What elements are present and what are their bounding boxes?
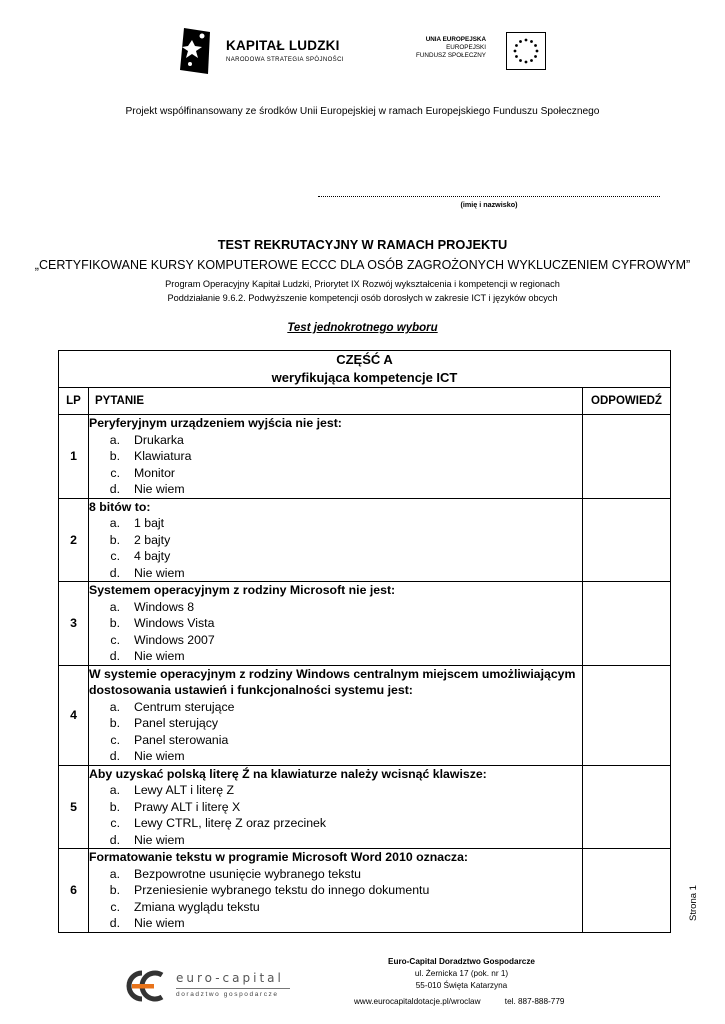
column-header-row	[59, 388, 671, 415]
option-letter: a.	[109, 783, 120, 797]
question-number: 4	[59, 665, 89, 765]
option-text: Bezpowrotne usunięcie wybranego tekstu	[134, 866, 361, 881]
program-line-1: Program Operacyjny Kapitał Ludzki, Priorytet IX Rozwój wykształcenia i kompetencji w regionach	[165, 279, 560, 289]
answer-option	[89, 481, 582, 498]
eu-line-1: UNIA EUROPEJSKA	[425, 36, 486, 43]
test-type-heading: Test jednokrotnego wyboru	[287, 322, 438, 334]
option-letter: d.	[109, 649, 120, 663]
option-text: Windows 2007	[134, 632, 215, 647]
column-header-question: PYTANIE	[89, 388, 583, 415]
option-letter: c.	[110, 549, 120, 563]
answer-cell[interactable]	[583, 665, 671, 765]
option-letter: a.	[109, 699, 120, 714]
eu-line-2: EUROPEJSKI	[446, 44, 486, 52]
option-letter: d.	[109, 482, 120, 496]
answer-cell[interactable]	[583, 765, 671, 849]
option-letter: c.	[110, 899, 120, 914]
option-letter: b.	[109, 449, 120, 463]
footer-company-name: Euro-Capital Doradztwo Gospodarcze	[388, 957, 535, 966]
option-text: Lewy CTRL, literę Z oraz przecinek	[134, 816, 327, 830]
option-text: Drukarka	[134, 432, 184, 447]
answer-option	[89, 899, 582, 916]
question-cell	[89, 765, 583, 849]
part-header	[59, 351, 671, 388]
footer-contact	[354, 997, 564, 1006]
answer-option	[89, 448, 582, 465]
option-letter: b.	[109, 799, 120, 814]
kapital-ludzki-logo	[178, 24, 348, 80]
question-text: Systemem operacyjnym z rodziny Microsoft nie jest:	[89, 583, 396, 597]
option-letter: c.	[110, 732, 120, 747]
answer-option	[89, 465, 582, 482]
question-row	[59, 765, 671, 849]
option-letter: c.	[110, 632, 120, 647]
option-letter: b.	[109, 883, 120, 897]
question-number: 6	[59, 849, 89, 933]
program-line-2: Poddziałanie 9.6.2. Podwyższenie kompetencji osób dorosłych w zakresie ICT i języków obcych	[167, 293, 558, 303]
document-subtitle: „CERTYFIKOWANE KURSY KOMPUTEROWE ECCC DLA OSÓB ZAGROŻONYCH WYKLUCZENIEM CYFROWYM”	[34, 258, 691, 272]
option-letter: a.	[109, 866, 120, 881]
question-cell	[89, 665, 583, 765]
option-text: Nie wiem	[134, 916, 185, 930]
question-row	[59, 498, 671, 582]
name-field-label: (imię i nazwisko)	[460, 200, 518, 209]
answer-option	[89, 432, 582, 449]
option-text: Panel sterowania	[134, 732, 229, 747]
option-text: Windows Vista	[134, 616, 215, 630]
option-text: Zmiana wyglądu tekstu	[134, 899, 260, 914]
option-text: Prawy ALT i literę X	[134, 799, 241, 814]
option-letter: d.	[109, 832, 120, 847]
option-letter: a.	[109, 599, 120, 614]
eu-star	[519, 59, 521, 61]
option-text: Nie wiem	[134, 649, 185, 663]
question-text: Peryferyjnym urządzeniem wyjścia nie jest:	[89, 416, 342, 430]
eu-logo-text	[416, 36, 486, 61]
eu-star	[530, 40, 532, 42]
kapital-ludzki-title: KAPITAŁ LUDZKI	[226, 38, 340, 53]
answer-option	[89, 515, 582, 532]
answer-option	[89, 565, 582, 582]
kapital-ludzki-emblem-icon	[178, 26, 212, 76]
option-letter: d.	[109, 565, 120, 580]
answer-option	[89, 615, 582, 632]
footer-company-info	[340, 956, 583, 993]
question-row	[59, 849, 671, 933]
question-table	[58, 350, 671, 933]
eu-star	[525, 39, 527, 41]
question-number: 2	[59, 498, 89, 582]
option-text: Nie wiem	[134, 832, 185, 847]
euro-capital-divider	[176, 988, 290, 989]
eu-star	[534, 44, 536, 46]
euro-capital-logo	[118, 963, 293, 1009]
eu-star	[536, 50, 538, 52]
answer-option	[89, 732, 582, 749]
question-row	[59, 415, 671, 499]
answer-option	[89, 815, 582, 832]
column-header-lp: LP	[59, 388, 89, 415]
question-text: Aby uzyskać polską literę Ź na klawiaturze należy wcisnąć klawisze:	[89, 766, 487, 781]
part-title: CZĘŚĆ A	[336, 352, 393, 367]
answer-option	[89, 748, 582, 765]
footer-website[interactable]: www.eurocapitaldotacje.pl/wroclaw	[354, 997, 481, 1006]
kapital-ludzki-subtitle: NARODOWA STRATEGIA SPÓJNOŚCI	[226, 57, 344, 63]
part-header-row	[59, 351, 671, 388]
eu-star	[525, 61, 527, 63]
option-text: Lewy ALT i literę Z	[134, 783, 235, 797]
program-description	[0, 277, 725, 305]
answer-option	[89, 715, 582, 732]
answer-option	[89, 532, 582, 549]
question-text: Formatowanie tekstu w programie Microsoft Word 2010 oznacza:	[89, 850, 469, 864]
question-rows	[59, 415, 671, 933]
page-number: Strona 1	[688, 885, 699, 921]
option-text: 4 bajty	[134, 549, 171, 563]
answer-cell[interactable]	[583, 498, 671, 582]
footer-address-2: 55-010 Święta Katarzyna	[415, 981, 508, 991]
answer-option	[89, 832, 582, 849]
eu-star	[534, 55, 536, 57]
eu-star	[515, 55, 517, 57]
option-letter: b.	[109, 716, 120, 730]
option-text: Centrum sterujące	[134, 699, 235, 714]
eu-logo	[408, 32, 546, 72]
eu-star	[519, 40, 521, 42]
column-header-answer: ODPOWIEDŹ	[583, 388, 671, 415]
eu-star	[530, 59, 532, 61]
eu-star	[515, 44, 517, 46]
euro-capital-tagline: doradztwo gospodarcze	[176, 991, 279, 998]
option-text: Nie wiem	[134, 565, 185, 580]
question-number: 1	[59, 415, 89, 499]
eu-star	[514, 50, 516, 52]
answer-cell[interactable]	[583, 415, 671, 499]
name-fill-line[interactable]	[318, 196, 660, 197]
question-row	[59, 582, 671, 666]
question-row	[59, 665, 671, 765]
option-text: Klawiatura	[134, 449, 192, 463]
answer-option	[89, 648, 582, 665]
option-text: Monitor	[134, 465, 176, 480]
option-letter: b.	[109, 532, 120, 547]
answer-option	[89, 799, 582, 816]
answer-option	[89, 915, 582, 932]
footer-phone: tel. 887-888-779	[504, 997, 565, 1006]
question-cell	[89, 582, 583, 666]
euro-capital-name: euro-capital	[176, 971, 284, 985]
answer-option	[89, 599, 582, 616]
answer-option	[89, 548, 582, 565]
footer-address-1: ul. Żernicka 17 (pok. nr 1)	[414, 969, 509, 979]
option-letter: c.	[110, 816, 120, 830]
funding-statement: Projekt współfinansowany ze środków Unii Europejskiej w ramach Europejskiego Funduszu Społecznego	[125, 106, 600, 117]
question-text: 8 bitów to:	[89, 499, 151, 514]
answer-option	[89, 632, 582, 649]
option-text: Nie wiem	[134, 482, 185, 496]
question-cell	[89, 849, 583, 933]
answer-cell[interactable]	[583, 849, 671, 933]
answer-option	[89, 866, 582, 883]
eu-flag-icon	[506, 32, 546, 70]
option-text: Przeniesienie wybranego tekstu do innego dokumentu	[134, 883, 430, 897]
option-letter: b.	[109, 616, 120, 630]
option-text: Windows 8	[134, 599, 195, 614]
question-cell	[89, 415, 583, 499]
eu-line-3: FUNDUSZ SPOŁECZNY	[416, 52, 486, 60]
answer-option	[89, 882, 582, 899]
question-text: W systemie operacyjnym z rodziny Windows centralnym miejscem umożliwiającym dostosowania ustawień i funkcjonalności systemu jest:	[89, 666, 576, 697]
option-letter: a.	[109, 432, 120, 447]
answer-cell[interactable]	[583, 582, 671, 666]
option-letter: d.	[109, 916, 120, 930]
option-text: 2 bajty	[134, 532, 171, 547]
document-title: TEST REKRUTACYJNY W RAMACH PROJEKTU	[217, 237, 508, 252]
option-letter: a.	[109, 516, 120, 530]
answer-option	[89, 699, 582, 716]
question-number: 5	[59, 765, 89, 849]
option-text: Nie wiem	[134, 749, 185, 763]
question-cell	[89, 498, 583, 582]
option-letter: d.	[109, 749, 120, 763]
option-letter: c.	[110, 465, 120, 480]
answer-option	[89, 782, 582, 799]
option-text: 1 bajt	[134, 516, 165, 530]
question-number: 3	[59, 582, 89, 666]
part-subtitle: weryfikująca kompetencje ICT	[271, 370, 458, 385]
option-text: Panel sterujący	[134, 716, 219, 730]
euro-capital-mark-icon	[118, 963, 166, 1009]
